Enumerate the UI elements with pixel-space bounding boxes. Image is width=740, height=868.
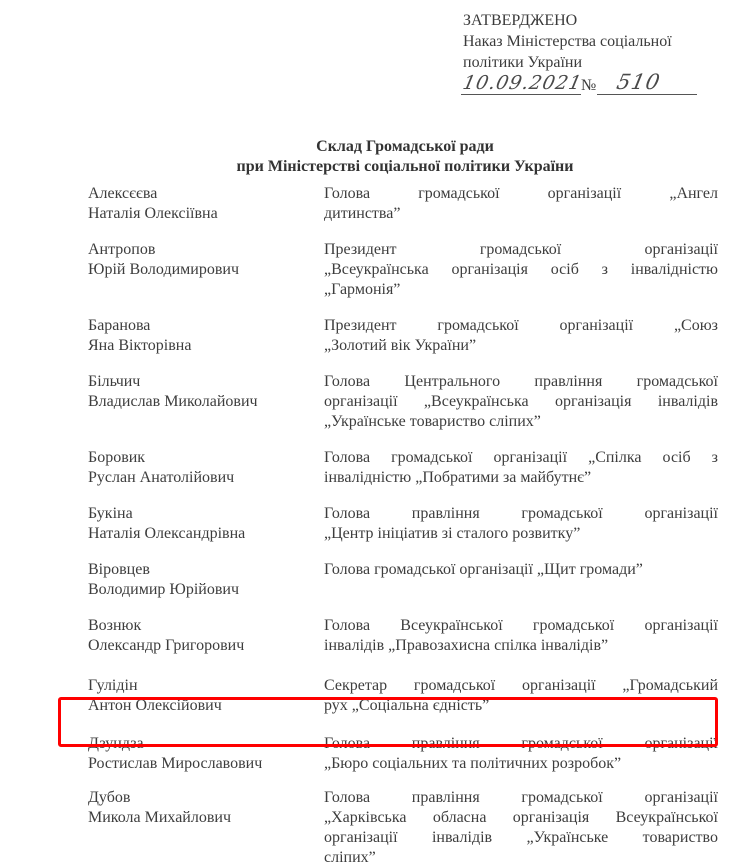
member-surname: Гулідін xyxy=(88,677,138,694)
member-role: сліпих” xyxy=(324,849,376,866)
handwritten-date: 10.09.2021 xyxy=(460,72,585,94)
member-role: Президент громадської організації xyxy=(324,241,718,258)
member-row xyxy=(88,560,720,600)
member-given-name: Владислав Миколайович xyxy=(88,393,258,410)
date-field xyxy=(460,72,585,95)
member-given-name: Наталія Олексіївна xyxy=(88,205,218,222)
member-row xyxy=(88,504,720,544)
approval-stamp xyxy=(460,10,672,99)
member-row xyxy=(88,372,720,432)
approval-status: ЗАТВЕРДЖЕНО xyxy=(463,12,578,29)
member-role: інвалідністю „Побратими за майбутнє” xyxy=(324,469,592,486)
member-given-name: Наталія Олександрівна xyxy=(88,525,246,542)
member-role: Голова правління громадської організації xyxy=(324,735,718,752)
member-role: організації інвалідів „Українське товариство xyxy=(324,829,718,846)
member-row xyxy=(88,240,720,300)
member-given-name: Ростислав Мирославович xyxy=(88,755,263,772)
member-role: рух „Соціальна єдність” xyxy=(324,697,490,714)
highlight-box xyxy=(58,697,718,747)
title-line-1: Склад Громадської ради xyxy=(316,138,494,155)
member-given-name: Руслан Анатолійович xyxy=(88,469,235,486)
member-role: „Бюро соціальних та політичних розробок” xyxy=(324,755,622,772)
member-role: „Центр ініціатив зі сталого розвитку” xyxy=(324,525,581,542)
member-role: „Золотий вік України” xyxy=(324,337,477,354)
member-given-name: Олександр Григорович xyxy=(88,637,245,654)
member-row xyxy=(88,448,720,488)
member-given-name: Володимир Юрійович xyxy=(88,581,239,598)
member-given-name: Микола Михайлович xyxy=(88,809,232,826)
number-field xyxy=(597,70,697,95)
member-role: Голова правління громадської організації xyxy=(324,789,718,806)
member-role: Секретар громадської організації „Громадський xyxy=(324,677,718,694)
member-given-name: Юрій Володимирович xyxy=(88,261,239,278)
member-role: Голова правління громадської організації xyxy=(324,505,718,522)
member-surname: Алексєєва xyxy=(88,185,158,202)
member-surname: Дзундза xyxy=(88,735,144,752)
member-surname: Букіна xyxy=(88,505,133,522)
member-role: „Гармонія” xyxy=(324,281,401,298)
member-role: Голова громадської організації „Щит громади” xyxy=(324,561,643,578)
member-surname: Антропов xyxy=(88,241,156,258)
member-role: Голова громадської організації „Спілка осіб з xyxy=(324,449,718,466)
member-surname: Більчич xyxy=(88,373,141,390)
approval-order-line2: політики України xyxy=(463,54,583,71)
member-row xyxy=(88,616,720,656)
member-surname: Вознюк xyxy=(88,617,142,634)
member-role: „Українське товариство сліпих” xyxy=(324,413,541,430)
member-role: Голова Центрального правління громадської xyxy=(324,373,718,390)
member-role: Президент громадської організації „Союз xyxy=(324,317,718,334)
members-list xyxy=(88,184,720,868)
member-role: інвалідів „Правозахисна спілка інвалідів” xyxy=(324,637,609,654)
member-row xyxy=(88,788,720,868)
member-surname: Баранова xyxy=(88,317,151,334)
member-surname: Дубов xyxy=(88,789,131,806)
number-sign: № xyxy=(581,77,597,94)
member-role: „Харківська обласна організація Всеукраїнської xyxy=(324,809,718,826)
member-row xyxy=(88,316,720,356)
member-role: Голова громадської організації „Ангел xyxy=(324,185,718,202)
member-given-name: Антон Олексійович xyxy=(88,697,222,714)
member-row xyxy=(88,184,720,224)
member-surname: Боровик xyxy=(88,449,146,466)
member-role: організації „Всеукраїнська організація інвалідів xyxy=(324,393,718,410)
title-line-2: при Міністерстві соціальної політики України xyxy=(236,158,574,175)
member-role: Голова Всеукраїнської громадської організації xyxy=(324,617,718,634)
approval-date-number xyxy=(460,70,672,99)
handwritten-number: 510 xyxy=(614,70,663,94)
document-title xyxy=(0,137,740,177)
member-given-name: Яна Вікторівна xyxy=(88,337,192,354)
member-surname: Віровцев xyxy=(88,561,150,578)
member-role: дитинства” xyxy=(324,205,401,222)
member-role: „Всеукраїнська організація осіб з інвалідністю xyxy=(324,261,718,278)
approval-order-line1: Наказ Міністерства соціальної xyxy=(463,33,672,50)
